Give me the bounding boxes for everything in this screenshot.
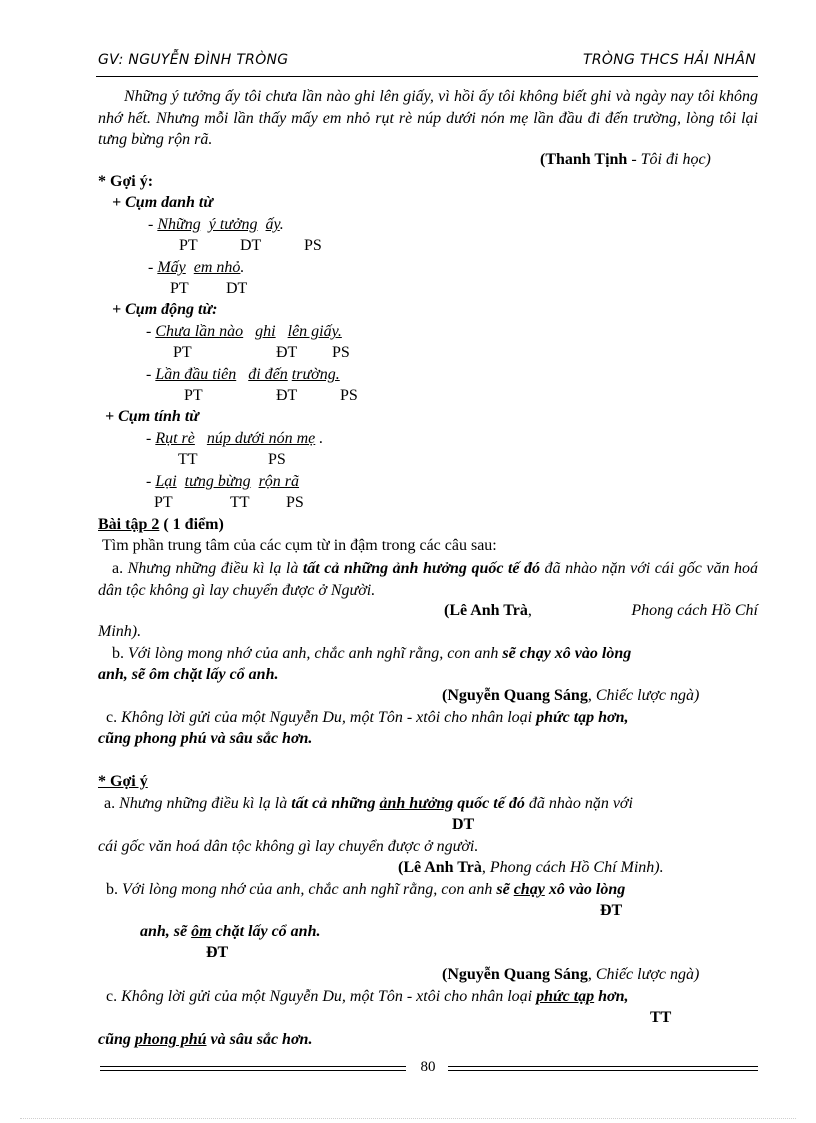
header-teacher: GV: NGUYỄN ĐÌNH TRÒNG xyxy=(98,52,289,68)
bold-phrase: quốc tế đó xyxy=(453,795,525,812)
punct: . xyxy=(279,216,284,233)
head-word: phức tạp xyxy=(536,988,595,1005)
hint2-a xyxy=(104,794,633,814)
bold-phrase: phức tạp hơn, xyxy=(536,709,629,726)
adj2-label2: TT xyxy=(230,494,250,511)
noun-heading: + Cụm danh từ xyxy=(112,194,213,211)
author: (Nguyễn Quang Sáng xyxy=(442,966,588,983)
prefix: - xyxy=(146,473,156,490)
verb2-word2: đi đến xyxy=(248,366,288,383)
hint2-b-citation: (Nguyễn Quang Sáng, Chiếc lược ngà) xyxy=(442,966,700,983)
work: Chiếc lược ngà) xyxy=(595,966,700,983)
verb1-word2: ghi xyxy=(255,323,276,340)
footer-rule-right xyxy=(448,1066,758,1071)
head-word: chạy xyxy=(513,881,545,898)
exercise2-points: ( 1 điểm) xyxy=(159,516,224,533)
citation-author: (Thanh Tịnh xyxy=(540,151,628,168)
adj2-word2: tưng bừng xyxy=(184,473,251,490)
item-label: c. xyxy=(106,709,122,726)
verb-phrase-2 xyxy=(146,365,340,385)
text: Với lòng mong nhớ của anh, chắc anh nghĩ rằng, con anh xyxy=(128,645,503,662)
noun1-label3: PS xyxy=(304,237,322,254)
text: đã nhào nặn với cái gốc văn hoá dân tộc không gì lay chuyển được ở Người. xyxy=(98,560,758,599)
prefix: - xyxy=(146,366,156,383)
text: Không lời gửi của một Nguyễn Du, một Tôn - xtôi cho nhân loại xyxy=(121,709,537,726)
verb2-label2: ĐT xyxy=(276,387,298,404)
bold-phrase: và sâu sắc hơn. xyxy=(206,1031,313,1048)
bold-phrase: xô vào lòng xyxy=(544,881,626,898)
verb1-label3: PS xyxy=(332,344,350,361)
exercise2-a-citation: (Lê Anh Trà, Phong cách Hồ Chí xyxy=(444,602,758,619)
text: Với lòng mong nhớ của anh, chắc anh nghĩ rằng, con anh xyxy=(122,881,497,898)
noun2-word2: em nhỏ xyxy=(193,259,241,276)
hint2-b xyxy=(106,880,625,900)
text: Nhưng những điều kì lạ là xyxy=(127,560,303,577)
hint2-b-line2 xyxy=(140,922,320,942)
bold-phrase: cũng xyxy=(98,1031,135,1048)
punct: . xyxy=(315,430,324,447)
verb2-label3: PS xyxy=(340,387,358,404)
noun-phrase-1 xyxy=(148,215,284,235)
noun1-word3: ấy xyxy=(265,216,280,233)
noun1-label2: DT xyxy=(240,237,262,254)
hint2-c-tag: TT xyxy=(650,1009,672,1026)
exercise2-b-line2: anh, sẽ ôm chặt lấy cổ anh. xyxy=(98,666,279,683)
exercise2-c-line2: cũng phong phú và sâu sắc hơn. xyxy=(98,730,313,747)
text: đã nhào nặn với xyxy=(524,795,633,812)
adj1-label2: PS xyxy=(268,451,286,468)
adj1-word1: Rụt rè xyxy=(155,430,195,447)
adj2-word1: Lại xyxy=(155,473,177,490)
exercise2-a xyxy=(98,558,758,601)
work: Chiếc lược ngà) xyxy=(595,687,700,704)
verb1-label1: PT xyxy=(173,344,192,361)
verb1-label2: ĐT xyxy=(276,344,298,361)
item-label: a. xyxy=(104,795,120,812)
page-edge-dots xyxy=(20,1118,796,1119)
item-label: c. xyxy=(106,988,122,1005)
head-word: ôm xyxy=(191,923,212,940)
prefix: - xyxy=(146,430,156,447)
author: (Lê Anh Trà xyxy=(444,602,528,619)
hint2-a-citation: (Lê Anh Trà, Phong cách Hồ Chí Minh). xyxy=(398,859,664,876)
footer-rule-left xyxy=(100,1066,406,1071)
bold-phrase: anh, sẽ xyxy=(140,923,192,940)
hint2-b-tag2: ĐT xyxy=(206,944,229,961)
author: (Nguyễn Quang Sáng xyxy=(442,687,588,704)
verb-heading: + Cụm động từ: xyxy=(112,301,218,318)
noun-phrase-2 xyxy=(148,258,244,278)
noun2-label1: PT xyxy=(170,280,189,297)
exercise2-a-citation-cont: Minh). xyxy=(98,623,142,640)
passage-citation xyxy=(540,150,711,170)
noun2-word1: Mấy xyxy=(157,259,186,276)
adj-phrase-2 xyxy=(146,472,299,492)
work: Phong cách Hồ Chí Minh). xyxy=(489,859,664,876)
bold-phrase: tất cả những xyxy=(291,795,380,812)
verb2-word1: Lần đầu tiên xyxy=(155,366,237,383)
adj1-word2: núp dưới nón mẹ xyxy=(206,430,316,447)
exercise2-b-citation: (Nguyễn Quang Sáng, Chiếc lược ngà) xyxy=(442,687,700,704)
page-number: 80 xyxy=(420,1059,436,1075)
header-school: TRÒNG THCS HẢI NHÂN xyxy=(583,52,756,68)
passage-text: Những ý tưởng ấy tôi chưa lần nào ghi lên giấy, vì hồi ấy tôi không biết ghi và ngày nay tôi không nhớ hết. Nhưng mỗi lần thấy mấy em nhỏ rụt rè núp dưới nón mẹ lần đầu đi đến trường, lòng tôi lại tưng bừng rộn rã. xyxy=(98,88,758,148)
exercise2-title xyxy=(98,515,224,535)
verb2-word3: trường. xyxy=(291,366,340,383)
hint2-c-line2 xyxy=(98,1030,312,1050)
bold-phrase: tất cả những ảnh hưởng quốc tế đó xyxy=(302,560,541,577)
prefix: - xyxy=(146,323,156,340)
hint2-title: * Gợi ý xyxy=(98,773,148,790)
head-word: phong phú xyxy=(134,1031,207,1048)
adj2-word3: rộn rã xyxy=(258,473,300,490)
head-word: ảnh hưởng xyxy=(379,795,454,812)
text: Không lời gửi của một Nguyễn Du, một Tôn - xtôi cho nhân loại xyxy=(121,988,537,1005)
hint1-title: * Gợi ý: xyxy=(98,173,154,190)
citation-work: Tôi đi học) xyxy=(640,151,711,168)
prefix: - xyxy=(148,216,158,233)
adj-phrase-1 xyxy=(146,429,323,449)
noun1-word2: ý tưởng xyxy=(208,216,258,233)
adj2-label3: PS xyxy=(286,494,304,511)
header-rule xyxy=(96,76,758,77)
exercise2-instruction: Tìm phần trung tâm của các cụm từ in đậm trong các câu sau: xyxy=(102,537,497,554)
verb1-word1: Chưa lần nào xyxy=(155,323,244,340)
item-label: b. xyxy=(106,881,122,898)
hint2-a-line2: cái gốc văn hoá dân tộc không gì lay chuyển được ở người. xyxy=(98,838,479,855)
adj-heading: + Cụm tính từ xyxy=(105,408,199,425)
verb1-word3: lên giấy. xyxy=(287,323,342,340)
exercise2-c xyxy=(106,708,629,728)
noun2-label2: DT xyxy=(226,280,248,297)
work: Phong cách Hồ Chí xyxy=(631,602,758,619)
bold-phrase: hơn, xyxy=(594,988,629,1005)
noun1-word1: Những xyxy=(157,216,201,233)
adj2-label1: PT xyxy=(154,494,173,511)
bold-phrase: chặt lấy cổ anh. xyxy=(211,923,321,940)
text: Nhưng những điều kì lạ là xyxy=(119,795,292,812)
prefix: - xyxy=(148,259,158,276)
hint2-a-tag: DT xyxy=(452,816,475,833)
verb-phrase-1 xyxy=(146,322,342,342)
adj1-label1: TT xyxy=(178,451,198,468)
item-label: a. xyxy=(112,560,128,577)
item-label: b. xyxy=(112,645,128,662)
citation-sep: - xyxy=(627,151,641,168)
noun1-label1: PT xyxy=(179,237,198,254)
bold-phrase: sẽ xyxy=(496,881,514,898)
bold-phrase: sẽ chạy xô vào lòng xyxy=(502,645,632,662)
hint2-b-tag: ĐT xyxy=(600,902,623,919)
exercise2-b xyxy=(112,644,631,664)
author: (Lê Anh Trà xyxy=(398,859,482,876)
exercise2-label: Bài tập 2 xyxy=(98,516,160,533)
punct: . xyxy=(240,259,245,276)
verb2-label1: PT xyxy=(184,387,203,404)
hint2-c xyxy=(106,987,629,1007)
